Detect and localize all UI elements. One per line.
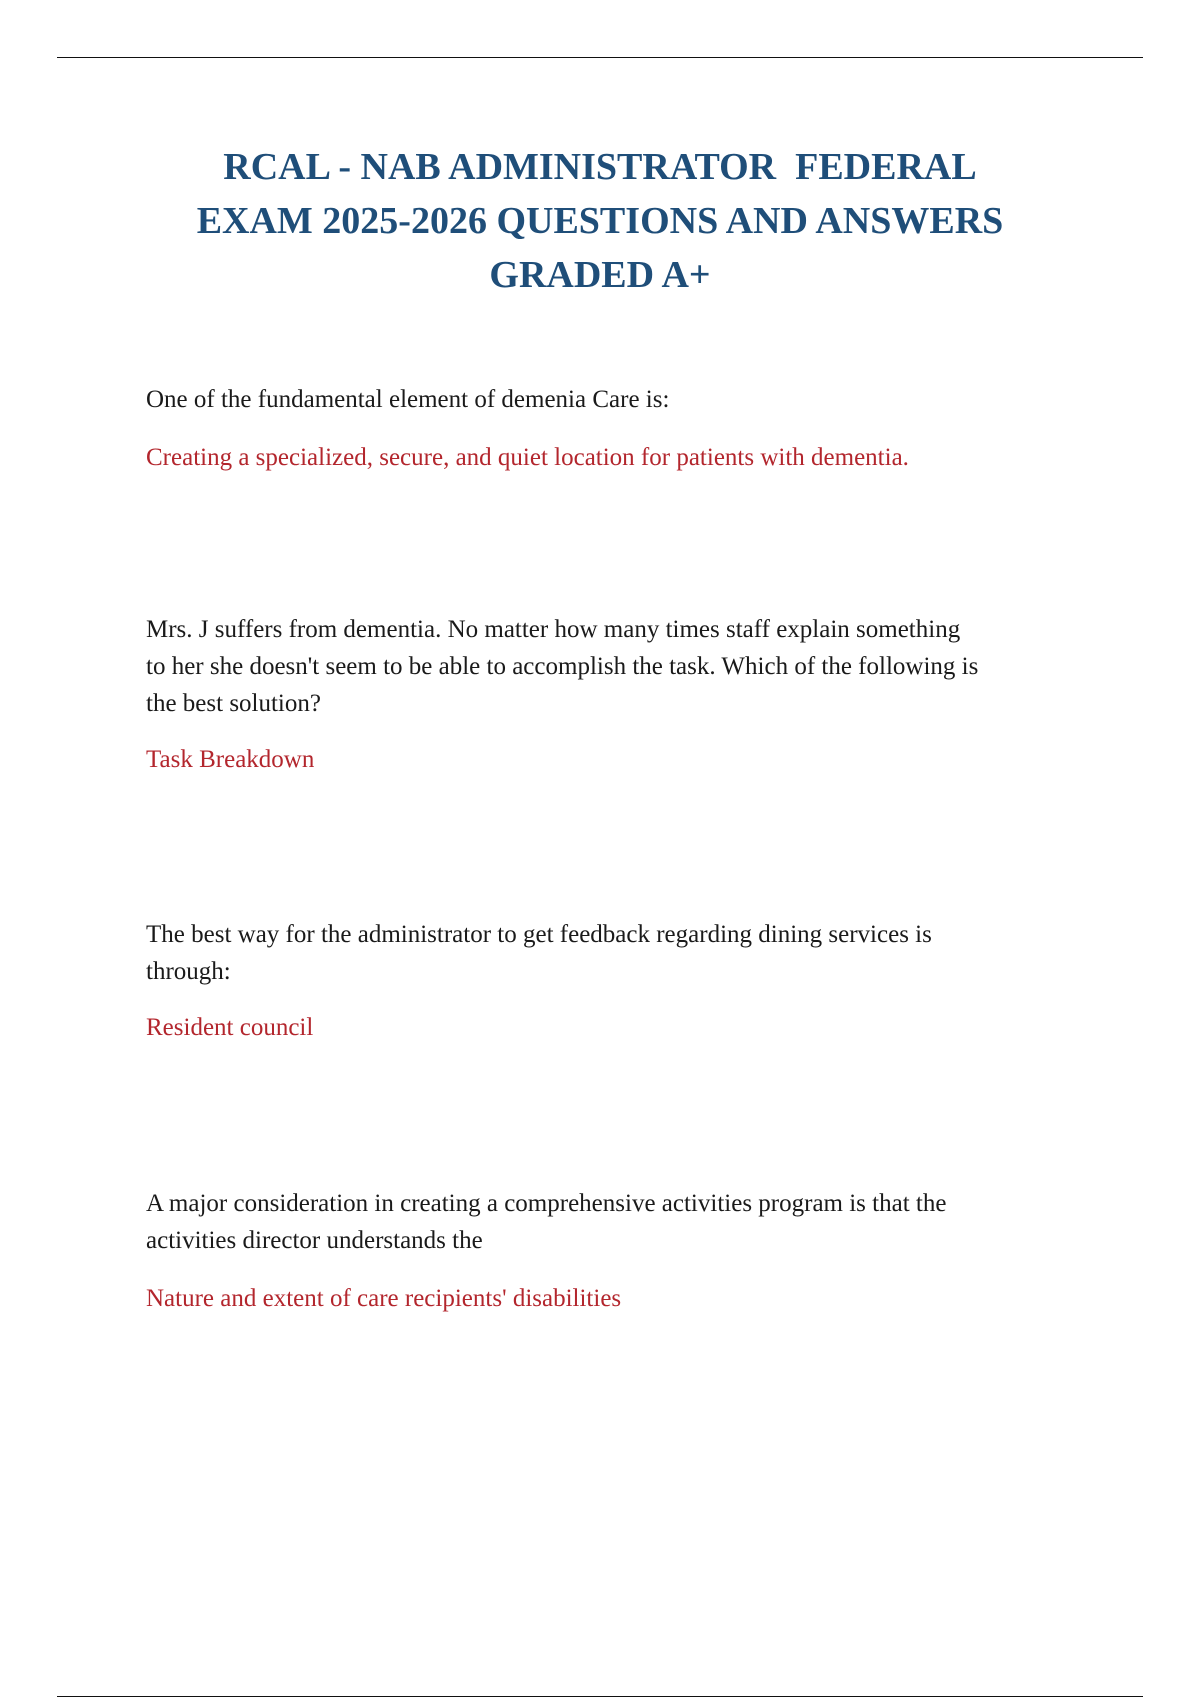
question-line: One of the fundamental element of demenia Care is: [146, 386, 670, 413]
question-line: The best way for the administrator to get feedback regarding dining services is [146, 921, 932, 948]
document-title [150, 140, 1050, 302]
answer-text: Task Breakdown [146, 746, 315, 773]
answer-text: Creating a specialized, secure, and quiet location for patients with dementia. [146, 444, 909, 471]
question-line: Mrs. J suffers from dementia. No matter how many times staff explain something [146, 616, 961, 643]
question-text [146, 381, 1096, 418]
qa-item [146, 1185, 1096, 1317]
question-line: A major consideration in creating a comprehensive activities program is that the [146, 1190, 947, 1217]
question-line: through: [146, 958, 231, 985]
question-line: activities director understands the [146, 1227, 483, 1254]
top-rule [57, 57, 1143, 58]
bottom-rule [57, 1696, 1143, 1697]
question-text [146, 611, 1096, 722]
answer-text: Nature and extent of care recipients' disabilities [146, 1285, 622, 1312]
title-line: RCAL - NAB ADMINISTRATOR FEDERAL [223, 146, 977, 188]
question-line: to her she doesn't seem to be able to accomplish the task. Which of the following is [146, 653, 979, 680]
title-line: GRADED A+ [489, 254, 711, 296]
qa-item [146, 611, 1096, 778]
answer-text: Resident council [146, 1014, 314, 1041]
question-line: the best solution? [146, 690, 321, 717]
title-line: EXAM 2025-2026 QUESTIONS AND ANSWERS [196, 200, 1004, 242]
qa-item [146, 916, 1096, 1046]
question-text [146, 916, 1096, 990]
qa-item [146, 381, 1096, 476]
question-text [146, 1185, 1096, 1259]
